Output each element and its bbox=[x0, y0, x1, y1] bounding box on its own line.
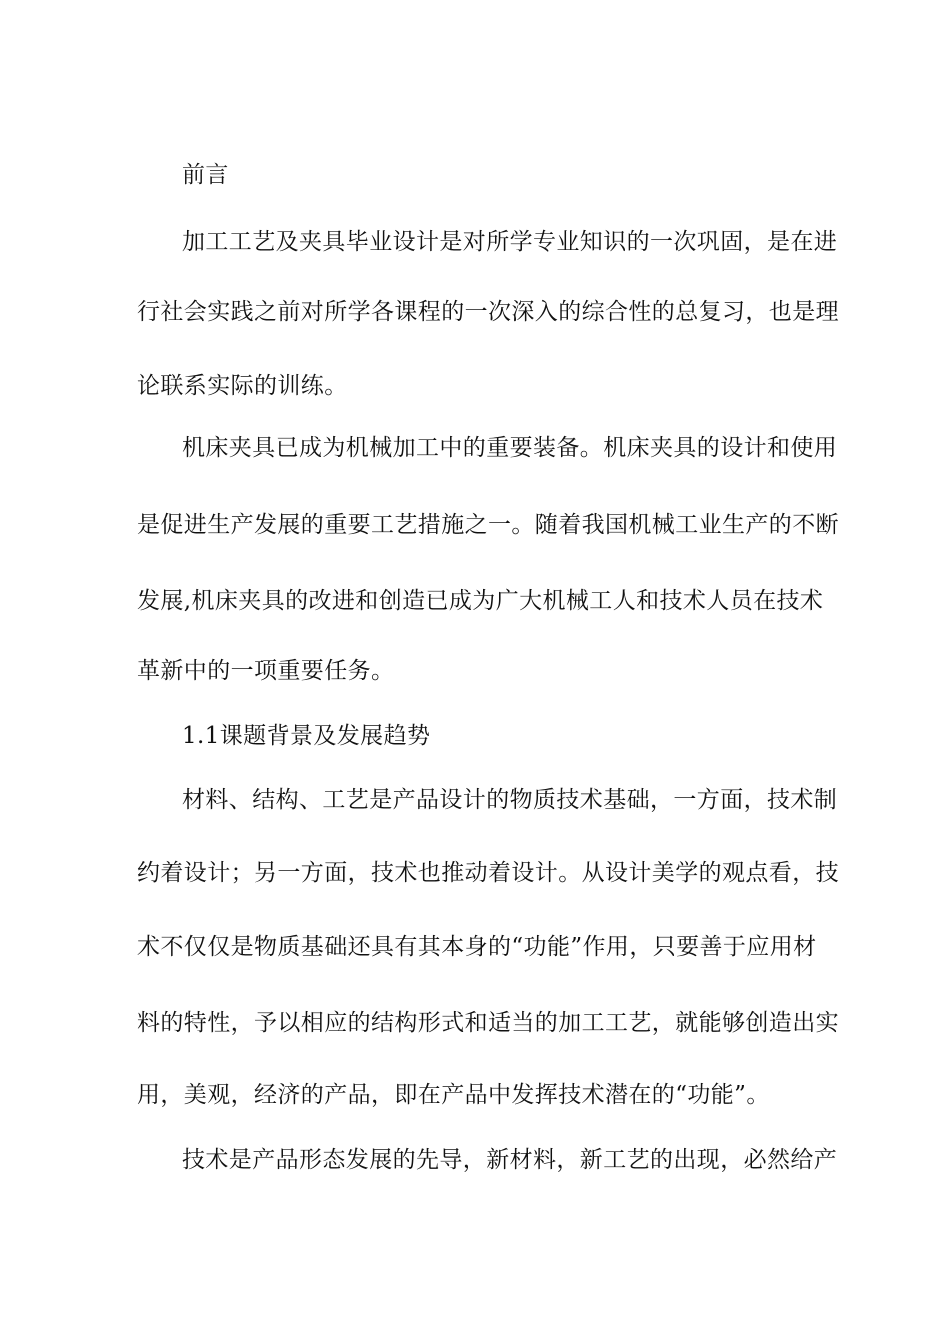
paragraph-3-line-1: 材料、结构、工艺是产品设计的物质技术基础，一方面，技术制 bbox=[182, 787, 838, 813]
paragraph-1-line-3: 论联系实际的训练。 bbox=[137, 373, 348, 399]
document-heading: 前言 bbox=[182, 162, 229, 188]
paragraph-2-line-2: 是促进生产发展的重要工艺措施之一。随着我国机械工业生产的不断 bbox=[137, 512, 839, 538]
paragraph-3-line-4: 料的特性，予以相应的结构形式和适当的加工工艺，就能够创造出实 bbox=[137, 1010, 839, 1036]
paragraph-2-line-1: 机床夹具已成为机械加工中的重要装备。机床夹具的设计和使用 bbox=[182, 435, 838, 461]
paragraph-3-line-5: 用，美观，经济的产品，即在产品中发挥技术潜在的“功能”。 bbox=[137, 1082, 770, 1108]
paragraph-3-line-2: 约着设计；另一方面，技术也推动着设计。从设计美学的观点看，技 bbox=[137, 860, 839, 886]
paragraph-2-line-4: 革新中的一项重要任务。 bbox=[137, 658, 395, 684]
paragraph-4-line-1: 技术是产品形态发展的先导，新材料，新工艺的出现，必然给产 bbox=[182, 1147, 838, 1173]
paragraph-1-line-1: 加工工艺及夹具毕业设计是对所学专业知识的一次巩固，是在进 bbox=[182, 229, 838, 255]
section-heading: 1.1课题背景及发展趋势 bbox=[182, 723, 431, 749]
paragraph-1-line-2: 行社会实践之前对所学各课程的一次深入的综合性的总复习，也是理 bbox=[137, 299, 839, 325]
paragraph-2-line-3: 发展,机床夹具的改进和创造已成为广大机械工人和技术人员在技术 bbox=[137, 588, 824, 614]
paragraph-3-line-3: 术不仅仅是物质基础还具有其本身的“功能”作用，只要善于应用材 bbox=[137, 934, 817, 960]
